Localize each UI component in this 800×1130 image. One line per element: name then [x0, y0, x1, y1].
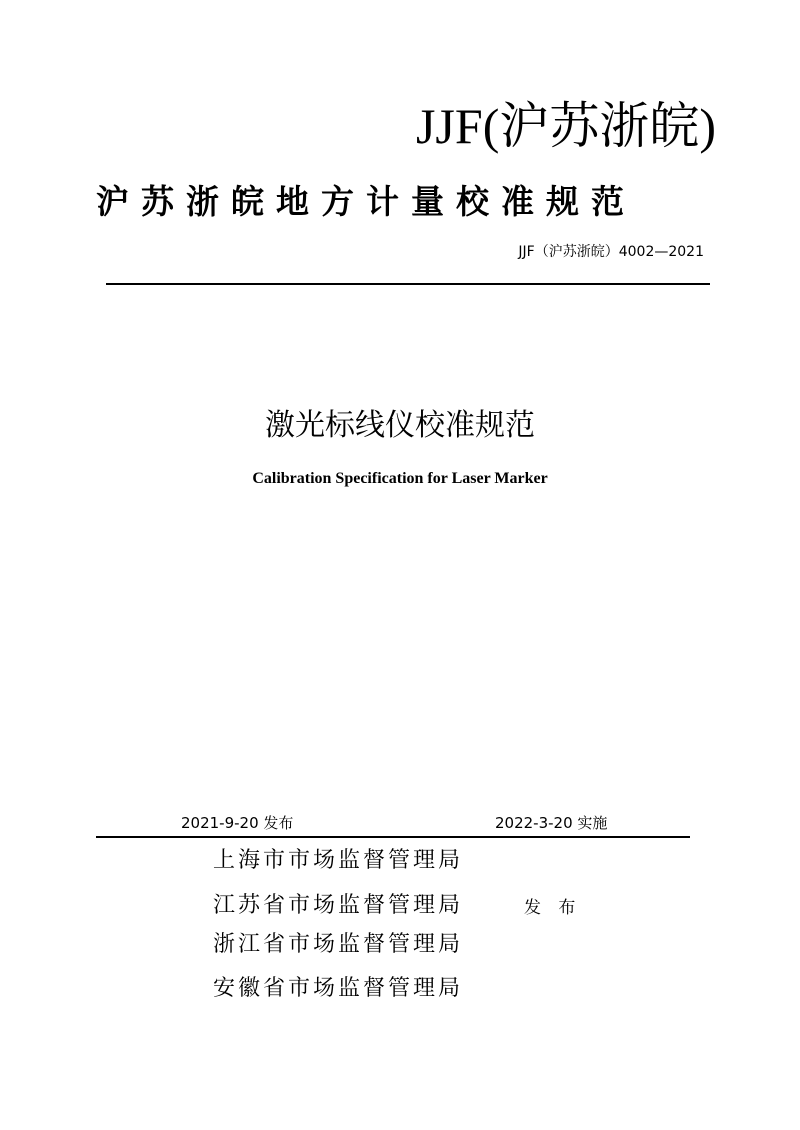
issue-date: 2021-9-20 发布 [181, 814, 294, 832]
document-title-zh: 激光标线仪校准规范 [265, 408, 535, 443]
document-title-en: Calibration Specification for Laser Marker [252, 470, 548, 487]
standard-number: JJF（沪苏浙皖）4002—2021 [518, 244, 704, 260]
authority-zhejiang: 浙江省市场监督管理局 [213, 932, 464, 957]
implementation-date: 2022-3-20 实施 [495, 814, 608, 832]
authority-anhui: 安徽省市场监督管理局 [213, 976, 464, 1001]
series-title: 沪苏浙皖地方计量校准规范 [96, 182, 636, 221]
publish-label: 发 布 [524, 898, 582, 918]
authority-jiangsu: 江苏省市场监督管理局 [213, 893, 464, 918]
footer-divider [96, 836, 690, 838]
header-divider [106, 283, 710, 285]
authority-shanghai: 上海市市场监督管理局 [213, 848, 464, 873]
jjf-code: JJF(沪苏浙皖) [415, 98, 716, 154]
